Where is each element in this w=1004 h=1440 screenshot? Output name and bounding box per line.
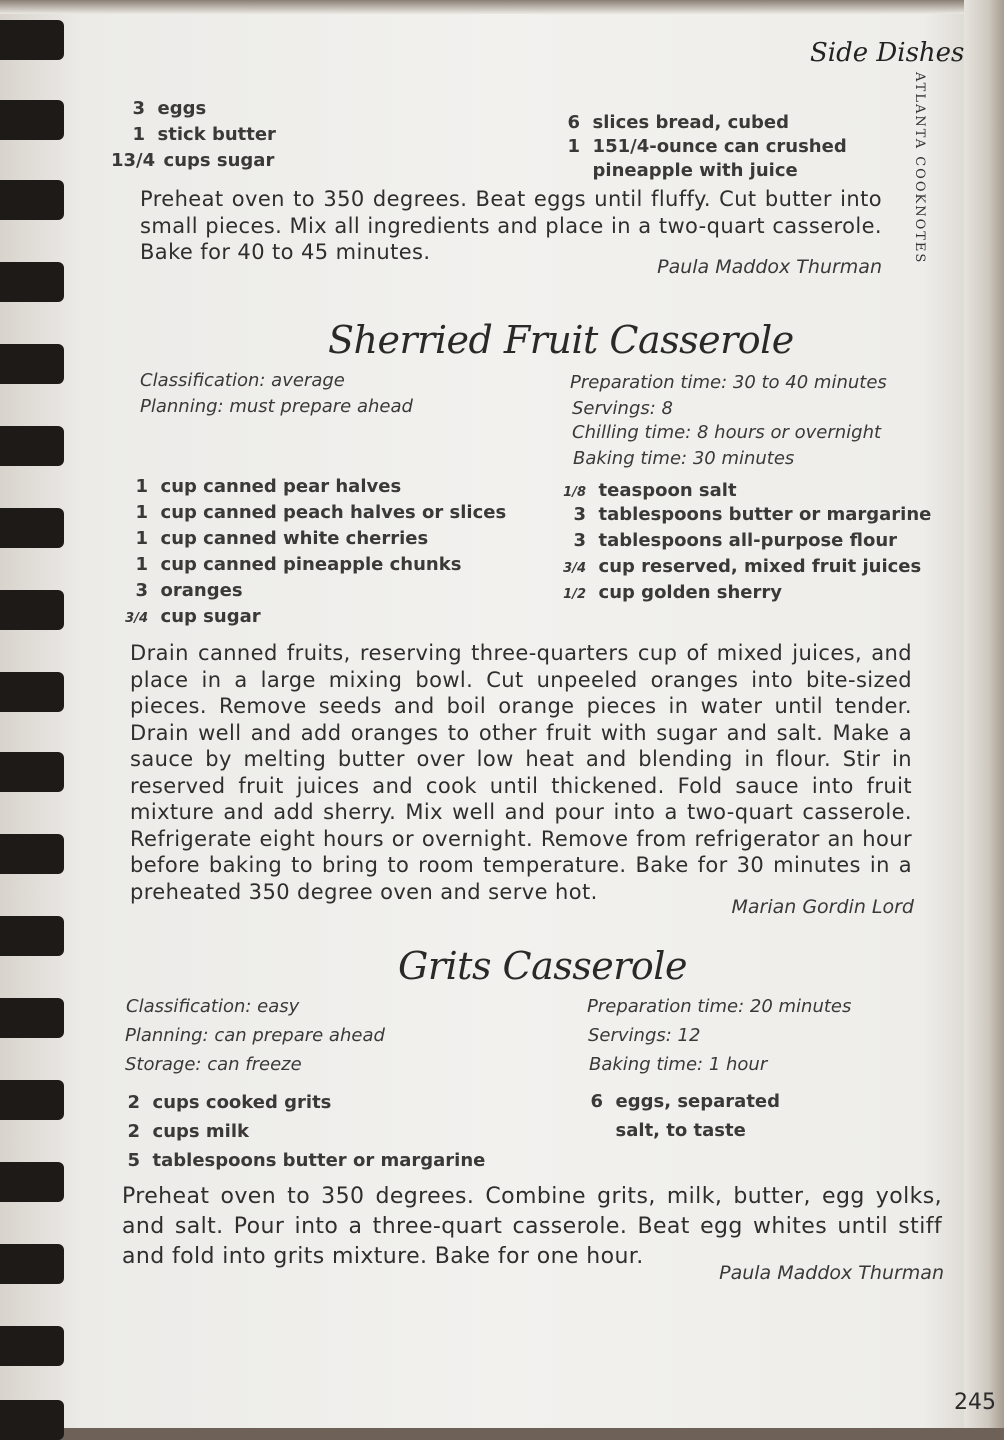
binding-coil: [0, 752, 64, 792]
recipe3-meta-right-0: Preparation time: 20 minutes: [587, 996, 852, 1017]
binding-coil: [0, 262, 64, 302]
page-top-shadow: [0, 0, 1004, 14]
book-title-vertical: ATLANTA COOKNOTES: [912, 72, 927, 265]
ingredient-text: cup golden sherry: [598, 582, 783, 603]
ingredient-text: cups sugar: [163, 150, 275, 171]
ingredient-qty: 3/4: [125, 611, 148, 626]
ingredient-text: slices bread, cubed: [592, 112, 790, 133]
recipe3-author: Paula Maddox Thurman: [719, 1262, 944, 1284]
ingredient-text: 151/4-ounce can crushed: [592, 136, 847, 157]
recipe3-meta-left-0: Classification: easy: [126, 996, 300, 1017]
ingredient-text: pineapple with juice: [592, 160, 798, 181]
binding-coil: [0, 916, 64, 956]
page-number: 245: [954, 1390, 996, 1415]
recipe3-directions: Preheat oven to 350 degrees. Combine grits, milk, butter, egg yolks, and salt. Pour into a three-quart casserole. Beat egg whites until stiff and fold into grits mixture. Bake for one hour.: [122, 1184, 942, 1269]
binding-coil: [0, 180, 64, 220]
ingredient-qty: 1: [135, 502, 148, 523]
ingredient-qty: 13/4: [111, 150, 156, 171]
binding-coil: [0, 426, 64, 466]
recipe2-author: Marian Gordin Lord: [731, 896, 914, 918]
recipe2-meta-left-1: Planning: must prepare ahead: [140, 396, 413, 417]
ingredient-qty: 5: [127, 1150, 140, 1171]
recipe2-meta-right-3: Baking time: 30 minutes: [573, 448, 795, 469]
ingredient-text: cups cooked grits: [152, 1092, 332, 1113]
recipe2-meta-left-0: Classification: average: [140, 370, 345, 391]
binding-coil: [0, 1326, 64, 1366]
recipe2-meta-right-1: Servings: 8: [572, 398, 674, 419]
binding-coil: [0, 1244, 64, 1284]
ingredient-qty: 6: [590, 1091, 603, 1112]
ingredient-qty: 6: [567, 112, 580, 133]
ingredient-qty: 1: [567, 136, 580, 157]
ingredient-qty: 1/2: [563, 587, 586, 602]
ingredient-text: salt, to taste: [615, 1120, 746, 1141]
ingredient-text: eggs: [157, 98, 207, 119]
ingredient-qty: 2: [127, 1092, 140, 1113]
ingredient-qty: 1: [135, 528, 148, 549]
ingredient-text: cups milk: [152, 1121, 249, 1142]
binding-coil: [0, 1080, 64, 1120]
recipe3-meta-right-2: Baking time: 1 hour: [589, 1054, 768, 1075]
ingredient-text: tablespoons butter or margarine: [598, 504, 932, 525]
ingredient-qty: 1/8: [563, 485, 586, 500]
ingredient-qty: 2: [127, 1121, 140, 1142]
binding-coil: [0, 834, 64, 874]
ingredient-text: cup canned pear halves: [160, 476, 402, 497]
recipe2-title: Sherried Fruit Casserole: [328, 318, 794, 362]
ingredient-text: cup canned peach halves or slices: [160, 502, 507, 523]
ingredient-qty: 1: [135, 476, 148, 497]
ingredient-text: teaspoon salt: [598, 480, 737, 501]
recipe2-directions: Drain canned fruits, reserving three-quarters cup of mixed juices, and place in a large mixing bowl. Cut unpeeled oranges into bite-sized pieces. Remove seeds and boil orange pieces in water until tender. Drain well and add oranges to other fruit with sugar and salt. Make a sauce by melting butter over low heat and blending in flour. Stir in reserved fruit juices and cook until thickened. Fold sauce into fruit mixture and add sherry. Mix well and pour into a two-quart casserole. Refrigerate eight hours or overnight. Remove from refrigerator an hour before baking to bring to room temperature. Bake for 30 minutes in a preheated 350 degree oven and serve hot.: [130, 641, 912, 904]
section-title: Side Dishes: [810, 38, 965, 68]
ingredient-text: tablespoons all-purpose flour: [598, 530, 898, 551]
binding-coil: [0, 590, 64, 630]
ingredient-text: eggs, separated: [615, 1091, 781, 1112]
recipe2-meta-right-2: Chilling time: 8 hours or overnight: [572, 422, 882, 443]
ingredient-text: cup reserved, mixed fruit juices: [598, 556, 922, 577]
binding-coil: [0, 1400, 64, 1440]
recipe3-meta-left-2: Storage: can freeze: [125, 1054, 302, 1075]
ingredient-text: stick butter: [157, 124, 276, 145]
binding-coil: [0, 344, 64, 384]
ingredient-qty: 3: [573, 530, 586, 551]
ingredient-text: oranges: [160, 580, 243, 601]
binding-coil: [0, 100, 64, 140]
binding-coil: [0, 20, 64, 60]
recipe2-meta-right-0: Preparation time: 30 to 40 minutes: [570, 372, 887, 393]
binding-coil: [0, 508, 64, 548]
ingredient-text: cup canned pineapple chunks: [160, 554, 462, 575]
ingredient-qty: 3: [132, 98, 145, 119]
ingredient-qty: 1: [132, 124, 145, 145]
recipe1-directions: Preheat oven to 350 degrees. Beat eggs until fluffy. Cut butter into small pieces. Mix all ingredients and place in a two-quart casserole. Bake for 40 to 45 minutes.: [140, 187, 882, 264]
recipe3-meta-left-1: Planning: can prepare ahead: [125, 1025, 385, 1046]
ingredient-text: cup sugar: [160, 606, 261, 627]
ingredient-text: cup canned white cherries: [160, 528, 429, 549]
ingredient-qty: 3/4: [563, 561, 586, 576]
page-edge: [964, 0, 1004, 1428]
binding-coil: [0, 672, 64, 712]
ingredient-text: tablespoons butter or margarine: [152, 1150, 486, 1171]
recipe3-meta-right-1: Servings: 12: [588, 1025, 701, 1046]
recipe3-title: Grits Casserole: [398, 944, 687, 988]
recipe1-author: Paula Maddox Thurman: [657, 256, 882, 278]
ingredient-qty: 3: [573, 504, 586, 525]
ingredient-qty: 3: [135, 580, 148, 601]
ingredient-qty: 1: [135, 554, 148, 575]
binding-coil: [0, 998, 64, 1038]
binding-coil: [0, 1162, 64, 1202]
